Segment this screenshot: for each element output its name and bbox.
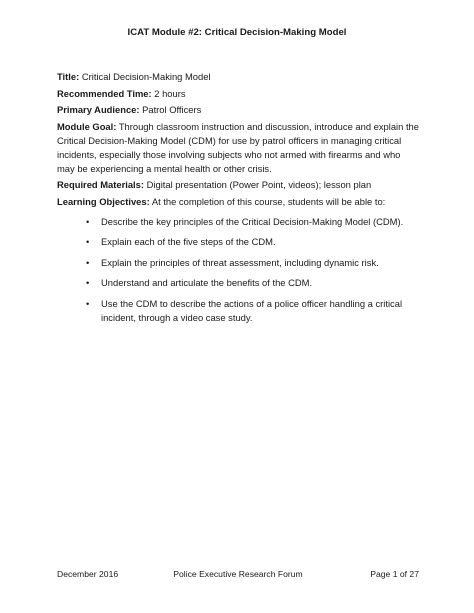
document-body (57, 70, 419, 331)
objective-text: Explain the principles of threat assessment, including dynamic risk. (101, 256, 379, 268)
recommended-time-field (57, 87, 419, 101)
required-materials-label: Required Materials: (57, 179, 145, 190)
recommended-time-value: 2 hours (154, 87, 186, 99)
list-item (57, 276, 419, 290)
footer-page-number: Page 1 of 27 (370, 569, 419, 579)
bullet-icon: • (86, 215, 90, 227)
page-header-title: ICAT Module #2: Critical Decision-Making Model (127, 27, 347, 38)
objective-text: Describe the key principles of the Critical Decision-Making Model (CDM). (101, 215, 404, 227)
bullet-icon: • (86, 297, 90, 309)
list-item (57, 215, 419, 229)
footer-date: December 2016 (57, 569, 119, 579)
module-goal-value: Through classroom instruction and discussion, introduce and explain the Critical Decision-Making Model (CDM) for use by patrol officers in managing critical incidents, especially those involving subjects who not armed with firearms and who may be experiencing a mental health or other crisis. (57, 120, 419, 174)
bullet-icon: • (86, 277, 90, 288)
module-goal-label: Module Goal: (57, 120, 117, 132)
objective-text: Understand and articulate the benefits of the CDM. (101, 277, 313, 288)
learning-objectives-intro: At the completion of this course, students will be able to: (151, 195, 386, 207)
title-label: Title: (57, 71, 80, 82)
primary-audience-label: Primary Audience: (57, 104, 140, 115)
bullet-icon: • (86, 256, 90, 268)
objective-text: Use the CDM to describe the actions of a police officer handling a critical incident, through a video case study. (101, 297, 403, 323)
primary-audience-field (57, 103, 419, 117)
title-field (57, 70, 419, 84)
primary-audience-value: Patrol Officers (142, 104, 202, 115)
list-item (57, 256, 419, 270)
required-materials-field (57, 178, 419, 192)
footer-organization: Police Executive Research Forum (173, 569, 303, 579)
page-footer (57, 569, 419, 583)
required-materials-value: Digital presentation (Power Point, videos); lesson plan (146, 179, 372, 190)
bullet-icon: • (86, 236, 90, 247)
objective-text: Explain each of the five steps of the CDM. (101, 236, 276, 247)
recommended-time-label: Recommended Time: (57, 87, 152, 99)
module-goal-field (57, 120, 419, 176)
learning-objectives-label: Learning Objectives: (57, 195, 150, 207)
list-item (57, 235, 419, 249)
learning-objectives-list (57, 215, 419, 325)
list-item (57, 297, 419, 325)
title-value: Critical Decision-Making Model (81, 71, 211, 82)
learning-objectives-field (57, 195, 419, 209)
